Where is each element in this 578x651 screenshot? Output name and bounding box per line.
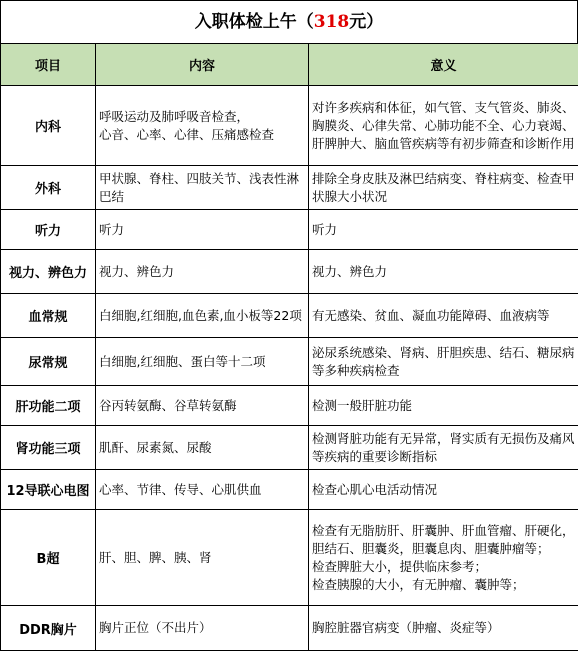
row-meaning <box>309 86 578 166</box>
row-content <box>96 294 309 338</box>
table-row <box>1 210 578 250</box>
table-row <box>1 86 578 166</box>
row-meaning <box>309 386 578 426</box>
row-content-line: 白细胞,红细胞、蛋白等十二项 <box>99 353 305 371</box>
row-meaning <box>309 510 578 606</box>
row-content-line: 心音、心率、心律、压痛感检查 <box>99 126 305 144</box>
row-content-line: 甲状腺、脊柱、四肢关节、浅表性淋巴结 <box>99 170 305 206</box>
row-content <box>96 86 309 166</box>
row-content <box>96 250 309 294</box>
title-price: 318 <box>314 12 350 32</box>
exam-table <box>0 43 578 651</box>
row-meaning <box>309 210 578 250</box>
row-item-name: 尿常规 <box>1 338 96 386</box>
row-meaning-line: 泌尿系统感染、肾病、肝胆疾患、结石、糖尿病等多种疾病检查 <box>312 344 575 380</box>
row-meaning-line: 有无感染、贫血、凝血功能障碍、血液病等 <box>312 307 575 325</box>
table-row <box>1 426 578 470</box>
table-row <box>1 386 578 426</box>
row-content <box>96 386 309 426</box>
table-row <box>1 250 578 294</box>
row-item-name: 血常规 <box>1 294 96 338</box>
table-header-row <box>1 44 578 86</box>
row-content <box>96 606 309 651</box>
row-meaning-line: 视力、辨色力 <box>312 263 575 281</box>
row-content-line: 肌酐、尿素氮、尿酸 <box>99 439 305 457</box>
row-item-name: 12导联心电图 <box>1 470 96 510</box>
row-content-line: 肝、胆、脾、胰、肾 <box>99 549 305 567</box>
row-item-name: 视力、辨色力 <box>1 250 96 294</box>
header-item: 项目 <box>1 44 96 86</box>
table-row <box>1 470 578 510</box>
row-meaning <box>309 294 578 338</box>
row-content-line: 白细胞,红细胞,血色素,血小板等22项 <box>99 307 305 325</box>
row-item-name: B超 <box>1 510 96 606</box>
table-row <box>1 294 578 338</box>
table-row <box>1 166 578 210</box>
row-item-name: 外科 <box>1 166 96 210</box>
row-meaning <box>309 338 578 386</box>
row-meaning-line: 检查胰腺的大小，有无肿瘤、囊肿等； <box>312 576 575 594</box>
row-content <box>96 166 309 210</box>
row-content <box>96 426 309 470</box>
row-meaning-line: 检查脾脏大小，提供临床参考； <box>312 558 575 576</box>
title-text: 入职体检上午（ <box>195 12 314 32</box>
row-content-line: 谷丙转氨酶、谷草转氨酶 <box>99 397 305 415</box>
row-meaning-line: 检测肾脏功能有无异常，肾实质有无损伤及痛风等疾病的重要诊断指标 <box>312 430 575 466</box>
row-meaning-line: 排除全身皮肤及淋巴结病变、脊柱病变、检查甲状腺大小状况 <box>312 170 575 206</box>
row-meaning <box>309 250 578 294</box>
row-content-line: 视力、辨色力 <box>99 263 305 281</box>
title-suffix: 元） <box>349 12 383 32</box>
row-item-name: 内科 <box>1 86 96 166</box>
row-content <box>96 210 309 250</box>
row-meaning-line: 检查有无脂肪肝、肝囊肿、肝血管瘤、肝硬化，胆结石、胆囊炎，胆囊息肉、胆囊肿瘤等； <box>312 522 575 558</box>
row-meaning-line: 检测一般肝脏功能 <box>312 397 575 415</box>
row-meaning <box>309 470 578 510</box>
row-content-line: 呼吸运动及肺呼吸音检查， <box>99 108 305 126</box>
header-content: 内容 <box>96 44 309 86</box>
table-row <box>1 510 578 606</box>
header-meaning: 意义 <box>309 44 578 86</box>
page-title <box>0 0 578 43</box>
table-row <box>1 606 578 651</box>
row-meaning <box>309 606 578 651</box>
row-content <box>96 338 309 386</box>
row-item-name: 肝功能二项 <box>1 386 96 426</box>
row-meaning-line: 对许多疾病和体征，如气管、支气管炎、肺炎、胸膜炎、心律失常、心肺功能不全、心力衰竭、肝脾肿大、脑血管疾病等有初步筛查和诊断作用 <box>312 99 575 153</box>
row-content <box>96 470 309 510</box>
row-meaning-line: 检查心肌心电活动情况 <box>312 481 575 499</box>
row-meaning <box>309 166 578 210</box>
table-row <box>1 338 578 386</box>
row-item-name: 听力 <box>1 210 96 250</box>
row-item-name: 肾功能三项 <box>1 426 96 470</box>
row-item-name: DDR胸片 <box>1 606 96 651</box>
row-content-line: 听力 <box>99 221 305 239</box>
row-content-line: 心率、节律、传导、心肌供血 <box>99 481 305 499</box>
row-content-line: 胸片正位（不出片） <box>99 619 305 637</box>
row-meaning-line: 听力 <box>312 221 575 239</box>
row-content <box>96 510 309 606</box>
row-meaning-line: 胸腔脏器官病变（肿瘤、炎症等） <box>312 619 575 637</box>
row-meaning <box>309 426 578 470</box>
